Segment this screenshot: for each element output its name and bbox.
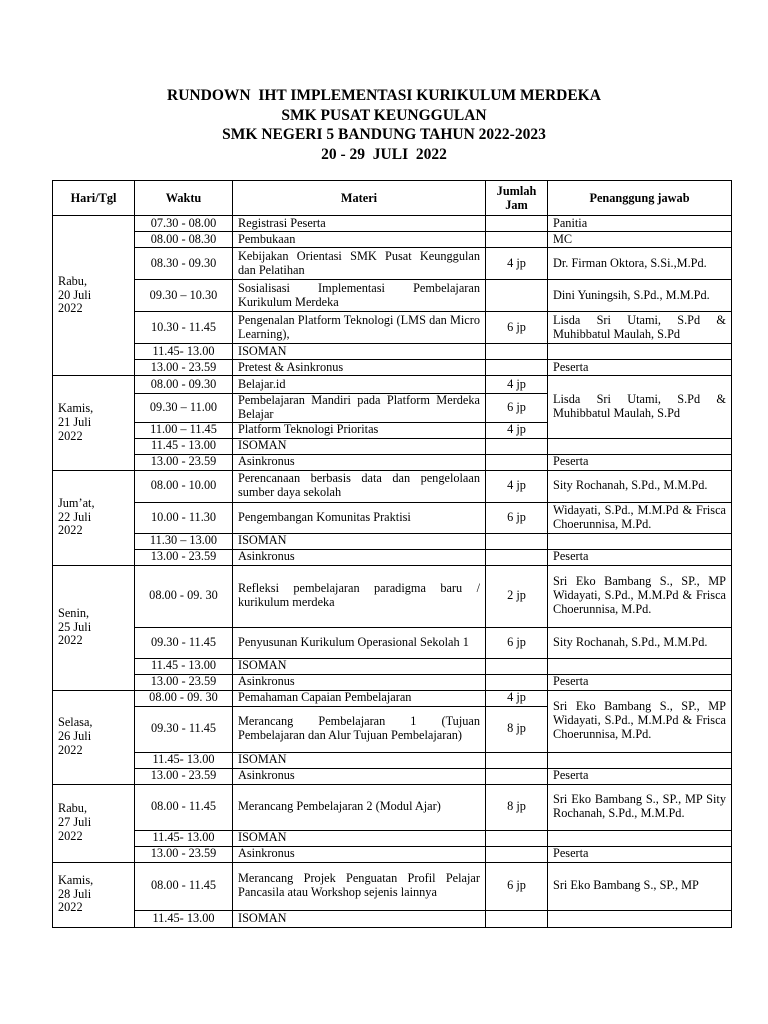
jam-cell (486, 549, 548, 565)
time-cell: 08.00 - 09.30 (135, 376, 233, 394)
materi-cell: Merancang Projek Penguatan Profil Pelajar Pancasila atau Workshop sejenis lainnya (233, 862, 486, 910)
materi-cell: Belajar.id (233, 376, 486, 394)
pj-cell (548, 344, 732, 360)
materi-cell: Platform Teknologi Prioritas (233, 422, 486, 438)
materi-cell: ISOMAN (233, 830, 486, 846)
title-line-4: 20 - 29 JULI 2022 (321, 145, 447, 163)
time-cell: 08.00 - 09. 30 (135, 565, 233, 627)
table-row (53, 376, 732, 394)
table-row (53, 830, 732, 846)
time-cell: 11.45 - 13.00 (135, 658, 233, 674)
time-cell: 11.45- 13.00 (135, 830, 233, 846)
day-label-line: 2022 (58, 828, 83, 843)
pj-cell: Sri Eko Bambang S., SP., MP (548, 862, 732, 910)
day-cell (53, 216, 135, 376)
materi-cell: Kebijakan Orientasi SMK Pusat Keunggulan dan Pelatihan (233, 248, 486, 280)
jam-cell: 4 jp (486, 422, 548, 438)
table-row (53, 784, 732, 830)
pj-cell (548, 438, 732, 454)
pj-cell: Widayati, S.Pd., M.M.Pd & Frisca Choerunnisa, M.Pd. (548, 502, 732, 533)
time-cell: 07.30 - 08.00 (135, 216, 233, 232)
materi-cell: Pembelajaran Mandiri pada Platform Merdeka Belajar (233, 394, 486, 423)
table-row (53, 438, 732, 454)
pj-cell: Peserta (548, 846, 732, 862)
pj-cell (548, 830, 732, 846)
time-cell: 13.00 - 23.59 (135, 360, 233, 376)
pj-cell: Peserta (548, 674, 732, 690)
jam-cell: 4 jp (486, 376, 548, 394)
day-label-line: 2022 (58, 428, 83, 443)
jam-cell (486, 344, 548, 360)
jam-cell (486, 846, 548, 862)
time-cell: 10.00 - 11.30 (135, 502, 233, 533)
day-label-line: Selasa, (58, 715, 93, 730)
header-time: Waktu (135, 181, 233, 216)
table-row (53, 502, 732, 533)
pj-cell (548, 658, 732, 674)
jam-cell: 6 jp (486, 312, 548, 344)
rundown-table (52, 180, 732, 928)
time-cell: 13.00 - 23.59 (135, 768, 233, 784)
day-cell (53, 565, 135, 690)
header-pj: Penanggung jawab (548, 181, 732, 216)
pj-cell (548, 533, 732, 549)
table-header-row (53, 181, 732, 216)
table-row (53, 454, 732, 470)
jam-cell: 4 jp (486, 690, 548, 706)
day-label-line: 2022 (58, 633, 83, 648)
materi-cell: Merancang Pembelajaran 2 (Modul Ajar) (233, 784, 486, 830)
materi-cell: ISOMAN (233, 438, 486, 454)
table-row (53, 549, 732, 565)
pj-cell: Sri Eko Bambang S., SP., MP Widayati, S.Pd., M.M.Pd & Frisca Choerunnisa, M.Pd. (548, 690, 732, 752)
materi-cell: Registrasi Peserta (233, 216, 486, 232)
jam-cell: 6 jp (486, 502, 548, 533)
pj-cell: Peserta (548, 360, 732, 376)
day-label-line: 25 Juli (58, 619, 92, 634)
jam-cell: 2 jp (486, 565, 548, 627)
table-row (53, 658, 732, 674)
day-cell (53, 470, 135, 565)
day-label-line: 22 Juli (58, 509, 92, 524)
time-cell: 13.00 - 23.59 (135, 674, 233, 690)
table-row (53, 216, 732, 232)
materi-cell: Pretest & Asinkronus (233, 360, 486, 376)
table-row (53, 690, 732, 706)
jam-cell (486, 280, 548, 312)
materi-cell: Asinkronus (233, 454, 486, 470)
day-label-line: 27 Juli (58, 815, 92, 830)
materi-cell: ISOMAN (233, 910, 486, 927)
time-cell: 11.00 – 11.45 (135, 422, 233, 438)
pj-cell: Panitia (548, 216, 732, 232)
jam-cell: 8 jp (486, 784, 548, 830)
table-row (53, 470, 732, 502)
day-label-line: Kamis, (58, 401, 94, 416)
time-cell: 11.45- 13.00 (135, 752, 233, 768)
jam-cell (486, 752, 548, 768)
pj-cell: Peserta (548, 454, 732, 470)
table-row (53, 910, 732, 927)
pj-cell: Lisda Sri Utami, S.Pd & Muhibbatul Maulah, S.Pd (548, 376, 732, 439)
day-cell (53, 784, 135, 862)
table-row (53, 360, 732, 376)
materi-cell: Pemahaman Capaian Pembelajaran (233, 690, 486, 706)
pj-cell: Peserta (548, 768, 732, 784)
jam-cell (486, 454, 548, 470)
day-label-line: 28 Juli (58, 886, 92, 901)
table-row (53, 232, 732, 248)
time-cell: 09.30 - 11.45 (135, 627, 233, 658)
document-title (0, 86, 768, 164)
time-cell: 13.00 - 23.59 (135, 549, 233, 565)
jam-cell: 4 jp (486, 248, 548, 280)
materi-cell: Perencanaan berbasis data dan pengelolaan sumber daya sekolah (233, 470, 486, 502)
pj-cell: Dr. Firman Oktora, S.Si.,M.Pd. (548, 248, 732, 280)
title-line-1: RUNDOWN IHT IMPLEMENTASI KURIKULUM MERDEKA (167, 87, 601, 104)
pj-cell: Peserta (548, 549, 732, 565)
header-jam: Jumlah Jam (486, 181, 548, 216)
day-label-line: Rabu, (58, 801, 88, 816)
pj-cell: Sity Rochanah, S.Pd., M.M.Pd. (548, 627, 732, 658)
day-label-line: 20 Juli (58, 287, 92, 302)
materi-cell: Pengembangan Komunitas Praktisi (233, 502, 486, 533)
day-cell (53, 376, 135, 471)
pj-cell: Dini Yuningsih, S.Pd., M.M.Pd. (548, 280, 732, 312)
time-cell: 10.30 - 11.45 (135, 312, 233, 344)
time-cell: 08.30 - 09.30 (135, 248, 233, 280)
jam-cell: 6 jp (486, 862, 548, 910)
materi-cell: ISOMAN (233, 533, 486, 549)
time-cell: 08.00 - 11.45 (135, 862, 233, 910)
table-row (53, 768, 732, 784)
day-cell (53, 862, 135, 927)
pj-cell: Sri Eko Bambang S., SP., MP Widayati, S.Pd., M.M.Pd & Frisca Choerunnisa, M.Pd. (548, 565, 732, 627)
time-cell: 11.45- 13.00 (135, 344, 233, 360)
jam-cell (486, 438, 548, 454)
materi-cell: Merancang Pembelajaran 1 (Tujuan Pembelajaran dan Alur Tujuan Pembelajaran) (233, 706, 486, 752)
jam-cell (486, 830, 548, 846)
jam-cell (486, 360, 548, 376)
jam-cell (486, 768, 548, 784)
time-cell: 08.00 - 09. 30 (135, 690, 233, 706)
jam-cell (486, 658, 548, 674)
day-label-line: Jum’at, (58, 495, 95, 510)
table-row (53, 846, 732, 862)
time-cell: 13.00 - 23.59 (135, 454, 233, 470)
jam-cell: 6 jp (486, 394, 548, 423)
time-cell: 09.30 - 11.45 (135, 706, 233, 752)
materi-cell: Sosialisasi Implementasi Pembelajaran Kurikulum Merdeka (233, 280, 486, 312)
table-row (53, 344, 732, 360)
pj-cell: Lisda Sri Utami, S.Pd & Muhibbatul Maulah, S.Pd (548, 312, 732, 344)
table-row (53, 312, 732, 344)
day-label-line: 2022 (58, 301, 83, 316)
jam-cell (486, 674, 548, 690)
jam-cell: 4 jp (486, 470, 548, 502)
table-row (53, 752, 732, 768)
day-label-line: 2022 (58, 900, 83, 915)
day-cell (53, 690, 135, 784)
day-label-line: Senin, (58, 605, 90, 620)
jam-cell: 8 jp (486, 706, 548, 752)
pj-cell: MC (548, 232, 732, 248)
time-cell: 08.00 - 10.00 (135, 470, 233, 502)
day-label-line: 2022 (58, 523, 83, 538)
time-cell: 11.30 – 13.00 (135, 533, 233, 549)
day-label-line: 26 Juli (58, 729, 92, 744)
materi-cell: Pengenalan Platform Teknologi (LMS dan Micro Learning), (233, 312, 486, 344)
jam-cell: 6 jp (486, 627, 548, 658)
table-row (53, 627, 732, 658)
materi-cell: Asinkronus (233, 674, 486, 690)
materi-cell: Penyusunan Kurikulum Operasional Sekolah 1 (233, 627, 486, 658)
materi-cell: ISOMAN (233, 344, 486, 360)
time-cell: 09.30 – 10.30 (135, 280, 233, 312)
jam-cell (486, 910, 548, 927)
materi-cell: Asinkronus (233, 768, 486, 784)
jam-cell (486, 533, 548, 549)
materi-cell: Asinkronus (233, 549, 486, 565)
pj-cell: Sri Eko Bambang S., SP., MP Sity Rochanah, S.Pd., M.M.Pd. (548, 784, 732, 830)
jam-cell (486, 232, 548, 248)
day-label-line: Rabu, (58, 273, 88, 288)
time-cell: 08.00 - 08.30 (135, 232, 233, 248)
table-row (53, 565, 732, 627)
table-row (53, 862, 732, 910)
time-cell: 11.45 - 13.00 (135, 438, 233, 454)
time-cell: 11.45- 13.00 (135, 910, 233, 927)
table-row (53, 248, 732, 280)
pj-cell (548, 910, 732, 927)
time-cell: 13.00 - 23.59 (135, 846, 233, 862)
header-day: Hari/Tgl (53, 181, 135, 216)
table-row (53, 533, 732, 549)
materi-cell: Refleksi pembelajaran paradigma baru / kurikulum merdeka (233, 565, 486, 627)
materi-cell: ISOMAN (233, 752, 486, 768)
table-row (53, 280, 732, 312)
materi-cell: Pembukaan (233, 232, 486, 248)
time-cell: 09.30 – 11.00 (135, 394, 233, 423)
materi-cell: Asinkronus (233, 846, 486, 862)
rundown-body (53, 216, 732, 928)
title-line-3: SMK NEGERI 5 BANDUNG TAHUN 2022-2023 (222, 126, 546, 143)
pj-cell: Sity Rochanah, S.Pd., M.M.Pd. (548, 470, 732, 502)
time-cell: 08.00 - 11.45 (135, 784, 233, 830)
materi-cell: ISOMAN (233, 658, 486, 674)
table-row (53, 674, 732, 690)
header-materi: Materi (233, 181, 486, 216)
day-label-line: Kamis, (58, 872, 94, 887)
day-label-line: 21 Juli (58, 414, 92, 429)
pj-cell (548, 752, 732, 768)
title-line-2: SMK PUSAT KEUNGGULAN (281, 106, 487, 124)
jam-cell (486, 216, 548, 232)
day-label-line: 2022 (58, 742, 83, 757)
